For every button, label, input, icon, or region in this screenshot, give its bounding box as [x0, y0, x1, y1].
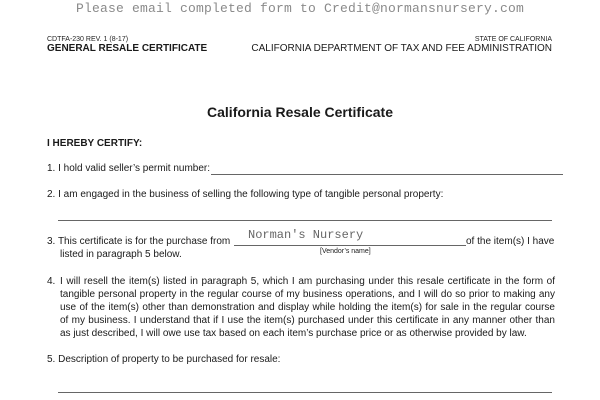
item-3-line2: listed in paragraph 5 below.	[60, 249, 182, 260]
sellers-permit-number-field[interactable]	[211, 174, 563, 175]
page-title: California Resale Certificate	[207, 104, 393, 120]
item-2-label: 2. I am engaged in the business of selling the following type of tangible personal property:	[47, 189, 444, 200]
vendor-name-field[interactable]	[234, 245, 466, 246]
certify-heading: I HEREBY CERTIFY:	[47, 138, 143, 149]
form-code: CDTFA-230 REV. 1 (8-17)	[47, 36, 129, 43]
vendor-name-caption: [Vendor’s name]	[320, 248, 371, 255]
item-3-prefix: 3. This certificate is for the purchase from	[47, 236, 231, 247]
email-instruction-note: Please email completed form to Credit@normansnursery.com	[75, 1, 525, 16]
form-name: GENERAL RESALE CERTIFICATE	[47, 43, 208, 54]
item-4-number: 4.	[47, 276, 56, 287]
item-1-label: 1. I hold valid seller’s permit number:	[47, 163, 211, 174]
item-4-paragraph	[47, 275, 555, 340]
state-label: STATE OF CALIFORNIA	[474, 36, 552, 43]
department-name: CALIFORNIA DEPARTMENT OF TAX AND FEE ADMINISTRATION	[251, 43, 552, 54]
item-3-suffix: of the item(s) I have	[466, 236, 555, 247]
vendor-name-value: Norman's Nursery	[248, 228, 364, 242]
property-type-field[interactable]	[58, 220, 552, 221]
item-5-label: 5. Description of property to be purchased for resale:	[47, 354, 281, 365]
property-description-field[interactable]	[58, 392, 552, 393]
item-4-text: I will resell the item(s) listed in paragraph 5, which I am purchasing under this resale certificate in the form of tangible personal property in the regular course of my business operations, and I will do so prior to making any use of the item(s) other than demonstration and display while holding the item(s) for sale in the regular course of my business. I understand that if I use the item(s) purchased under this certificate in any manner other than as just described, I will owe use tax based on each item’s purchase price or as otherwise provided by law.	[60, 276, 555, 339]
